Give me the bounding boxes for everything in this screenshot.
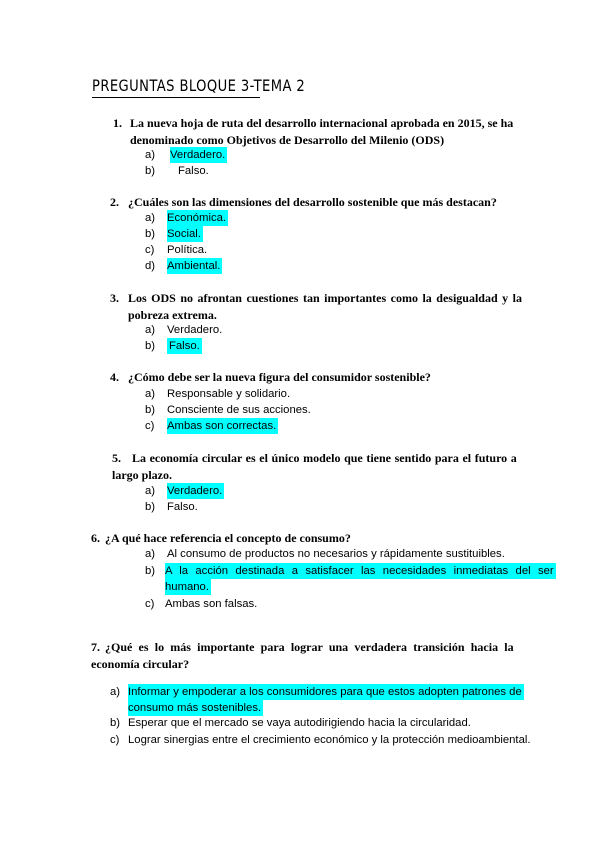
option-text: Verdadero.: [167, 485, 223, 497]
option-label: a): [110, 686, 121, 698]
question-text: ¿Qué es lo más importante para lograr una verdadera transición hacia la: [105, 640, 514, 654]
option-label: a): [145, 388, 156, 400]
question-text: ¿A qué hace referencia el concepto de consumo?: [105, 531, 351, 545]
question-number: 7.: [91, 640, 100, 654]
option-text: Responsable y solidario.: [167, 388, 291, 400]
option-text: humano.: [165, 581, 209, 593]
question-text: ¿Cómo debe ser la nueva figura del consumidor sostenible?: [128, 370, 431, 384]
option-text: Verdadero.: [167, 324, 223, 336]
question-number: 3.: [110, 291, 119, 305]
question-text: Los ODS no afrontan cuestiones tan importantes como la desigualdad y la: [128, 291, 522, 305]
option-label: a): [145, 212, 156, 224]
option-text: Social.: [167, 228, 201, 240]
question-text: economía circular?: [91, 657, 190, 671]
question-number: 4.: [110, 370, 119, 384]
question-text: La economía circular es el único modelo que tiene sentido para el futuro a: [132, 451, 517, 465]
question-text: denominado como Objetivos de Desarrollo del Milenio (ODS): [130, 133, 445, 147]
question-number: 1.: [113, 116, 122, 130]
option-label: b): [145, 404, 156, 416]
option-text: Falso.: [167, 501, 198, 513]
option-label: a): [145, 485, 156, 497]
option-text: Verdadero.: [170, 149, 226, 161]
option-text: Esperar que el mercado se vaya autodirigiendo hacia la circularidad.: [128, 717, 471, 729]
question-text: ¿Cuáles son las dimensiones del desarrollo sostenible que más destacan?: [128, 195, 497, 209]
option-label: a): [145, 548, 156, 560]
question-text: pobreza extrema.: [128, 308, 217, 322]
question-text: La nueva hoja de ruta del desarrollo internacional aprobada en 2015, se ha: [130, 116, 514, 130]
option-text: Ambiental.: [167, 260, 221, 272]
option-label: b): [110, 717, 121, 729]
question-text: largo plazo.: [112, 468, 172, 482]
option-text: consumo más sostenibles.: [128, 702, 262, 714]
title-underline: [92, 97, 260, 98]
option-text: Lograr sinergias entre el crecimiento económico y la protección medioambiental.: [128, 734, 531, 746]
question-number: 2.: [110, 195, 119, 209]
option-text: Política.: [167, 244, 208, 256]
option-text: Económica.: [167, 212, 227, 224]
option-label: c): [145, 244, 155, 256]
option-label: b): [145, 165, 156, 177]
option-text: Informar y empoderar a los consumidores para que estos adopten patrones de: [128, 686, 522, 698]
page-title: PREGUNTAS BLOQUE 3-TEMA 2: [92, 76, 306, 95]
option-label: a): [145, 324, 156, 336]
option-label: b): [145, 340, 156, 352]
option-text: Ambas son falsas.: [165, 598, 258, 610]
option-label: b): [145, 501, 156, 513]
option-label: c): [145, 420, 155, 432]
option-label: c): [110, 734, 120, 746]
option-label: b): [145, 228, 156, 240]
option-text: Consciente de sus acciones.: [167, 404, 311, 416]
option-text: Al consumo de productos no necesarios y rápidamente sustituibles.: [167, 548, 505, 560]
option-text: A la acción destinada a satisfacer las necesidades inmediatas del ser: [165, 565, 554, 577]
option-label: c): [145, 598, 155, 610]
option-label: d): [145, 260, 156, 272]
question-number: 5.: [112, 451, 121, 465]
option-text: Falso.: [169, 340, 200, 352]
option-label: b): [145, 565, 156, 577]
option-text: Ambas son correctas.: [167, 420, 277, 432]
option-label: a): [145, 149, 156, 161]
question-number: 6.: [91, 531, 100, 545]
option-text: Falso.: [178, 165, 209, 177]
